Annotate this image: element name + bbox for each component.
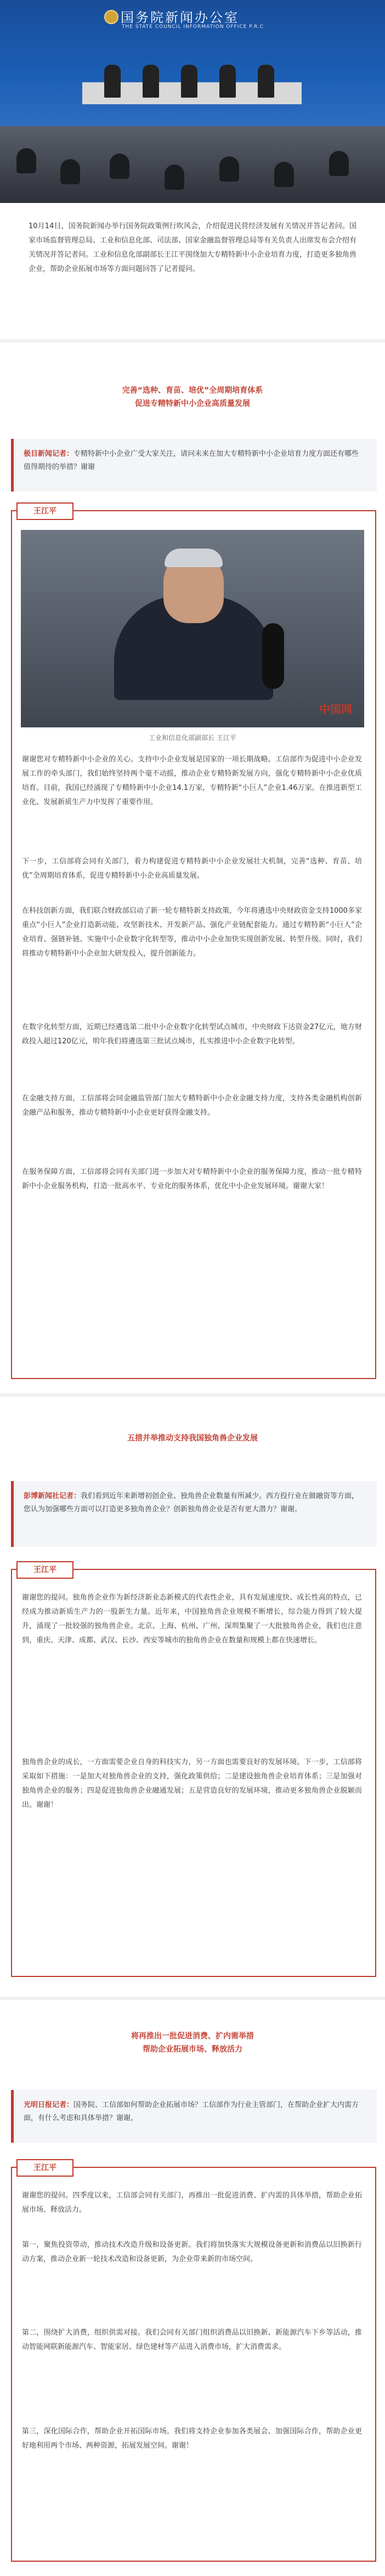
answer-paragraph: 第三，深化国际合作，帮助企业开拓国际市场。我们将支持企业参加各类展会、加强国际合作，帮助企业更好地利用两个市场、两种资源，拓展发展空间。谢谢！ <box>22 2427 362 2450</box>
audience-figure <box>110 154 129 179</box>
audience-figure <box>219 156 239 182</box>
answer-paragraph: 谢谢您的提问。四季度以来，工信部会同有关部门，再推出一批促进消费、扩内需的具体举措，帮助企业拓展市场、释放活力。 <box>22 2191 362 2214</box>
answer-paragraph: 第一，聚焦投资带动，推动技术改造升级和设备更新。我们将加快落实大规模设备更新和消费品以旧换新行动方案，推动企业新一轮技术改造和设备更新，为企业带来新的市场空间。 <box>22 2241 362 2263</box>
section-banner <box>52 1432 333 1448</box>
answer-card <box>11 2167 376 2562</box>
answer-paragraph: 下一步，工信部将会同有关部门，着力构建促进专精特新中小企业发展壮大机制，完善“选种、育苗、培优”全周期培育体系，促进专精特新中小企业高质量发展。 <box>22 857 362 880</box>
question-body: 专精特新中小企业广受大家关注，请问未来在加大专精特新中小企业培育力度方面还有哪些值得期待的举措？谢谢 <box>24 450 359 471</box>
divider <box>0 339 385 342</box>
photo-caption: 工业和信息化部副部长 王江平 <box>149 734 236 742</box>
speaker-hair <box>165 549 223 567</box>
speaker-figure <box>104 65 121 98</box>
reporter-name: 光明日报记者： <box>24 2101 74 2109</box>
intro-paragraph: 10月14日，国务院新闻办举行国务院政策例行吹风会，介绍促进民营经济发展有关情况并答记者问。国家市场监督管理总局、工业和信息化部、司法部、国家金融监督管理总局等有关负责人出席发布会介绍有关情况并答记者问。工业和信息化部副部长王江平围绕加大专精特新中小企业培育力度，打造更多独角兽企业，帮助企业拓展市场等方面问题回答了记者提问。 <box>29 222 357 273</box>
question-body: 我们看到近年来新增初创企业、独角兽企业数量有所减少。西方投行业在做融资等方面，您认为加强哪些方面可以打造更多独角兽企业？创新独角兽企业是否有更大潜力？谢谢。 <box>24 1492 359 1513</box>
audience-figure <box>329 151 349 176</box>
speaker-tag: 王江平 <box>16 2159 73 2177</box>
answer-paragraph: 在数字化转型方面，近期已经遴选第二批中小企业数字化转型试点城市，中央财政下达资金27亿元，地方财政投入超过120亿元，明年我们将遴选第三批试点城市，扎实推进中小企业数字化转型。 <box>22 1023 362 1046</box>
china-net-logo: 中国网 <box>319 703 352 716</box>
question-box <box>11 2090 377 2143</box>
answer-paragraph: 第二，围绕扩大消费，组织供需对接。我们会同有关部门组织消费品以旧换新、新能源汽车下乡等活动，推动智能网联新能源汽车、智能家居、绿色建材等产品进入消费市场，扩大消费需求。 <box>22 2329 362 2351</box>
section-title: 完善“选种、育苗、培优”全周期培育体系 促进专精特新中小企业高质量发展 <box>122 386 263 408</box>
answer-paragraph: 在金融支持方面，工信部将会同金融监管部门加大专精特新中小企业金融支持力度，支持各类金融机构创新金融产品和服务，推动专精特新中小企业更好获得金融支持。 <box>22 1094 362 1117</box>
section-banner <box>52 384 333 414</box>
reporter-name: 极目新闻记者： <box>24 450 74 458</box>
answer-paragraph: 在科技创新方面，我们联合财政部启动了新一轮专精特新支持政策，今年将遴选中央财政资金支持1000多家重点“小巨人”企业打造新动能、攻坚新技术、开发新产品、强化产业链配套能力。通过专精特新“小巨人”企业培育、强链补链、实施中小企业数字化转型等，推动中小企业加快实现创新发展、转型升级。同时，我们将推动专精特新中小企业加大研发投入，提升创新能力。 <box>22 907 362 958</box>
section-title: 将再推出一批促进消费、扩内需举措 帮助企业拓展市场、释放活力 <box>131 2032 254 2054</box>
question-text <box>14 2090 377 2134</box>
org-title: 国务院新闻办公室 <box>121 10 239 25</box>
speaker-figure <box>258 65 274 98</box>
question-text <box>14 1481 377 1525</box>
section-title: 五措并举推动支持我国独角兽企业发展 <box>127 1434 258 1443</box>
speaker-figure <box>181 65 197 98</box>
audience-figure <box>16 148 36 173</box>
reporter-name: 彭博新闻社记者： <box>24 1492 81 1500</box>
answer-paragraph: 谢谢您对专精特新中小企业的关心。支持中小企业发展是国家的一项长期战略。工信部作为促进中小企业发展工作的牵头部门，我们始终坚持两个毫不动摇，推动企业专精特新发展方向，强化专精特新中小企业优质培育。目前，我国已经涌现了专精特新中小企业14.1万家，专精特新“小巨人”企业1.46万家。在推进新型工业化、发展新质生产力中发挥了重要作用。 <box>22 755 362 806</box>
question-box <box>11 439 377 492</box>
section-banner <box>52 2030 333 2059</box>
divider <box>0 1997 385 2000</box>
audience-figure <box>165 165 184 190</box>
answer-paragraph: 独角兽企业的成长，一方面需要企业自身的科技实力，另一方面也需要良好的发展环境。下一步，工信部将采取如下措施：一是加大对独角兽企业的支持，强化政策供给；二是建设独角兽企业培育体系；三是加强对独角兽企业的服务；四是促进独角兽企业融通发展；五是营造良好的发展环境，推动更多独角兽企业脱颖而出。谢谢！ <box>22 1758 362 1809</box>
speaker-figure <box>219 65 236 98</box>
speaker-tag: 王江平 <box>16 1561 73 1579</box>
emblem-icon <box>104 10 118 24</box>
org-subtitle: THE STATE COUNCIL INFORMATION OFFICE P.R.C <box>122 24 264 30</box>
answer-paragraph: 在服务保障方面，工信部将会同有关部门进一步加大对专精特新中小企业的服务保障力度，推动一批专精特新中小企业服务机构，打造一批高水平、专业化的服务体系，优化中小企业发展环境。谢谢大家！ <box>22 1168 362 1190</box>
microphone-icon <box>262 623 284 689</box>
speaker-photo <box>21 530 364 727</box>
question-body: 国务院、工信部如何帮助企业拓展市场？工信部作为行业主管部门，在帮助企业扩大内需方面，有什么考虑和具体举措？谢谢。 <box>24 2101 359 2122</box>
question-text <box>14 439 377 483</box>
answer-paragraph: 谢谢您的提问。独角兽企业作为新经济新业态新模式的代表性企业，具有发展速度快、成长性高的特点，已经成为推动新质生产力的一股新生力量。近年来，中国独角兽企业规模不断增长，综合能力得到了较大提升，涌现了一批较强的独角兽企业。北京、上海、杭州、广州、深圳集聚了一大批独角兽企业，我们也注意到，重庆、天津、成都、武汉、长沙、西安等城市的独角兽企业在数量和规模上都在快速增长。 <box>22 1594 362 1645</box>
audience-area <box>0 126 385 203</box>
divider <box>0 1393 385 1397</box>
speaker-figure <box>143 65 159 98</box>
question-box <box>11 1481 377 1547</box>
audience-figure <box>274 162 294 187</box>
press-conference-photo <box>0 0 385 203</box>
speaker-tag: 王江平 <box>16 502 73 520</box>
audience-figure <box>60 159 80 184</box>
